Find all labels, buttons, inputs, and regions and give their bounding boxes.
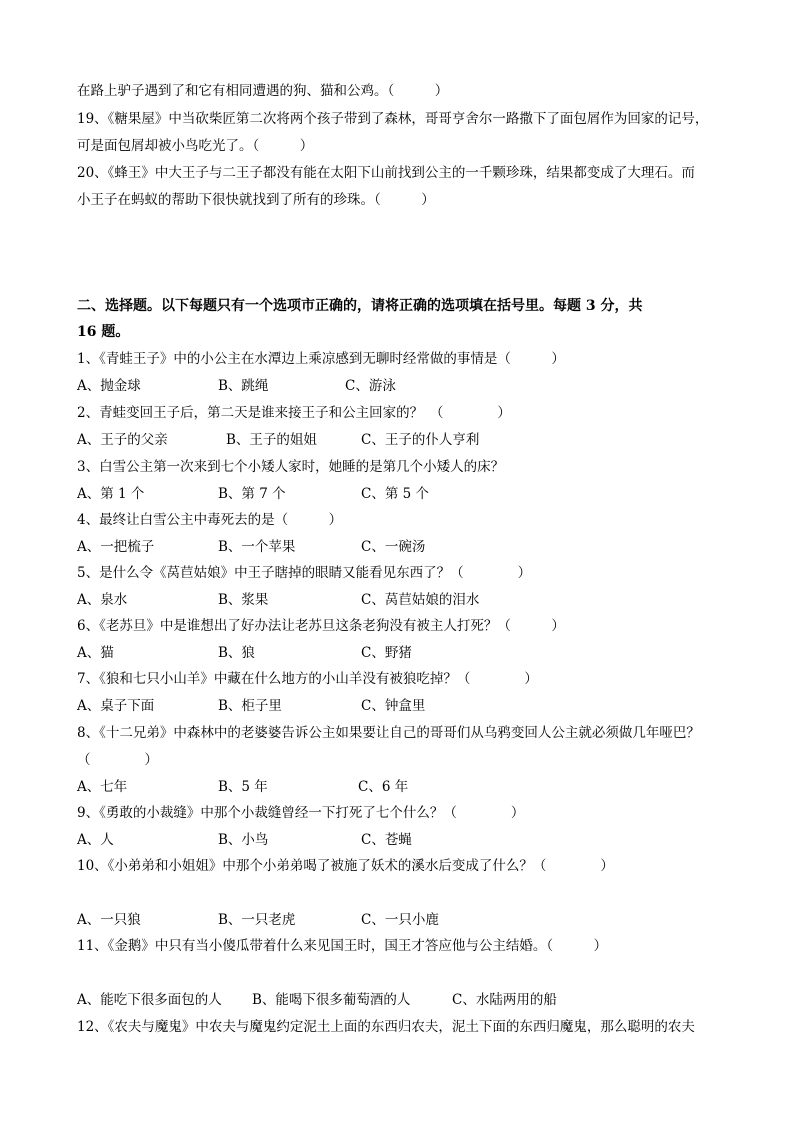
option-b: B、狼 (218, 645, 255, 661)
option-c: C、一碗汤 (361, 539, 426, 555)
option-c: C、第 5 个 (361, 486, 430, 502)
option-c: C、钟盒里 (361, 698, 426, 714)
question-4: 4、最终让白雪公主中毒死去的是（ ） (77, 512, 343, 528)
option-c: C、水陆两用的船 (452, 992, 557, 1008)
tf-line: 小王子在蚂蚁的帮助下很快就找到了所有的珍珠。（ ） (77, 192, 435, 208)
options-7 (77, 697, 737, 715)
option-a: A、泉水 (77, 592, 128, 608)
options-4 (77, 538, 737, 556)
option-b: B、5 年 (218, 779, 268, 795)
options-1 (77, 377, 737, 395)
tf-line: 可是面包屑却被小鸟吃光了。（ ） (77, 138, 314, 154)
option-b: B、第 7 个 (218, 486, 286, 502)
option-c: C、莴苣姑娘的泪水 (361, 592, 480, 608)
option-c: C、游泳 (345, 378, 396, 394)
question-1: 1、《青蛙王子》中的小公主在水潭边上乘凉感到无聊时经常做的事情是（ ） (77, 351, 565, 367)
option-a: A、王子的父亲 (77, 432, 168, 448)
option-b: B、一个苹果 (218, 539, 296, 555)
question-7: 7、《狼和七只小山羊》中藏在什么地方的小山羊没有被狼吃掉？（ ） (77, 671, 538, 687)
question-5: 5、是什么令《莴苣姑娘》中王子瞎掉的眼睛又能看见东西了？（ ） (77, 565, 532, 581)
question-9: 9、《勇敢的小裁缝》中那个小裁缝曾经一下打死了七个什么？（ ） (77, 805, 525, 821)
question-6: 6、《老苏旦》中是谁想出了好办法让老苏旦这条老狗没有被主人打死？（ ） (77, 618, 565, 634)
option-c: C、野猪 (361, 645, 412, 661)
question-8-blank: （ ） (77, 752, 158, 768)
section-heading (77, 293, 727, 345)
option-b: B、能喝下很多葡萄酒的人 (252, 992, 411, 1008)
tf-line: 在路上驴子遇到了和它有相同遭遇的狗、猫和公鸡。（ ） (77, 83, 449, 99)
option-a: A、桌子下面 (77, 698, 155, 714)
options-5 (77, 591, 737, 609)
question-12: 12、《农夫与魔鬼》中农夫与魔鬼约定泥土上面的东西归农夫，泥土下面的东西归魔鬼，那么聪明的农夫 (77, 1019, 695, 1035)
option-a: A、抛金球 (77, 378, 141, 394)
option-b: B、跳绳 (218, 378, 269, 394)
option-a: A、人 (77, 832, 114, 848)
option-a: A、一只狼 (77, 912, 141, 928)
options-8 (77, 778, 737, 796)
question-11: 11、《金鹅》中只有当小傻瓜带着什么来见国王时，国王才答应他与公主结婚。（ ） (77, 938, 608, 954)
option-c: C、一只小鹿 (361, 912, 439, 928)
question-2: 2、青蛙变回王子后，第二天是谁来接王子和公主回家的？ （ ） (77, 405, 511, 421)
options-10 (77, 911, 737, 929)
option-a: A、猫 (77, 645, 114, 661)
option-c: C、6 年 (358, 779, 409, 795)
options-11 (77, 991, 737, 1009)
options-9 (77, 831, 737, 849)
options-3 (77, 485, 737, 503)
tf-question-20: 20、《蜂王》中大王子与二王子都没有能在太阳下山前找到公主的一千颗珍珠，结果都变成了大理石。而 (77, 165, 695, 181)
option-b: B、柜子里 (218, 698, 282, 714)
option-a: A、一把梳子 (77, 539, 155, 555)
tf-question-19: 19、《糖果屋》中当砍柴匠第二次将两个孩子带到了森林，哥哥亨舍尔一路撒下了面包屑作为回家的记号， (77, 111, 709, 127)
section-heading-line1: 二、选择题。以下每题只有一个选项市正确的，请将正确的选项填在括号里。每题 3 分，共 (77, 298, 643, 314)
option-b: B、浆果 (218, 592, 269, 608)
option-b: B、王子的姐姐 (226, 432, 317, 448)
option-c: C、王子的仆人亨利 (361, 432, 480, 448)
option-b: B、一只老虎 (218, 912, 296, 928)
options-2 (77, 431, 737, 449)
option-a: A、第 1 个 (77, 486, 145, 502)
question-8: 8、《十二兄弟》中森林中的老婆婆告诉公主如果要让自己的哥哥们从乌鸦变回人公主就必须做几年哑巴？ (77, 725, 700, 741)
option-b: B、小鸟 (218, 832, 269, 848)
question-3: 3、白雪公主第一次来到七个小矮人家时，她睡的是第几个小矮人的床？ (77, 459, 505, 475)
options-6 (77, 644, 737, 662)
section-heading-line2: 16 题。 (77, 324, 130, 340)
option-c: C、苍蝇 (361, 832, 412, 848)
question-10: 10、《小弟弟和小姐姐》中那个小弟弟喝了被施了妖术的溪水后变成了什么？（ ） (77, 858, 614, 874)
option-a: A、七年 (77, 779, 128, 795)
option-a: A、能吃下很多面包的人 (77, 992, 222, 1008)
